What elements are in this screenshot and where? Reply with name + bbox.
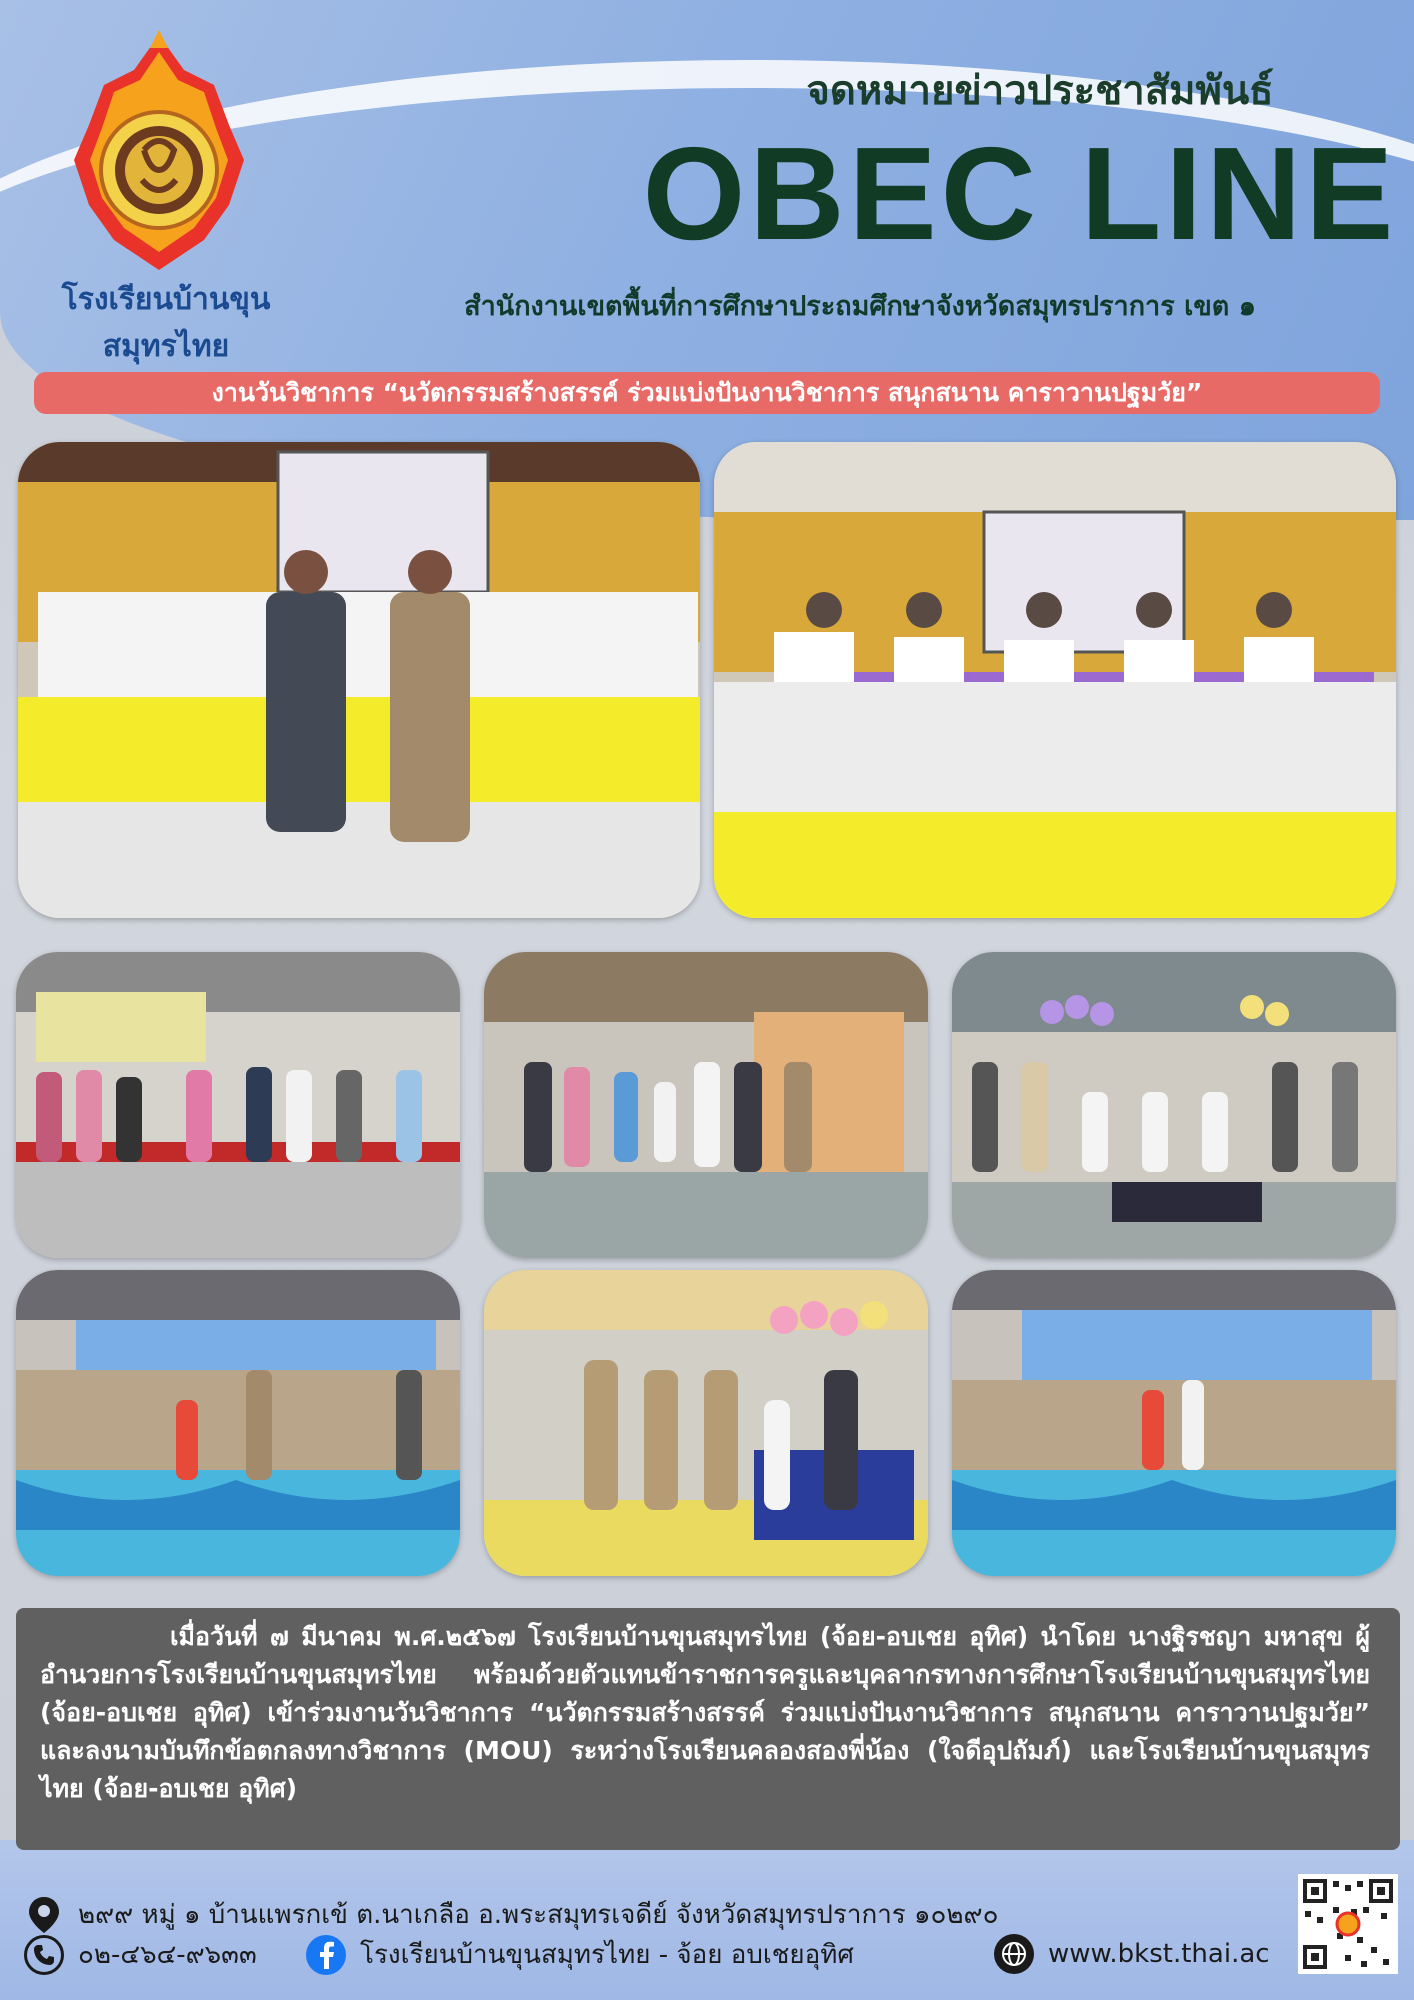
phone-icon [24, 1935, 64, 1975]
exhibition-group-photo-2 [484, 952, 928, 1258]
caption-text: เมื่อวันที่ ๗ มีนาคม พ.ศ.๒๕๖๗ โรงเรียนบ้านขุนสมุทรไทย (จ้อย-อบเชย อุทิศ) นำโดย นางฐิรชญา มหาสุข ผู้อำนวยการโรงเรียนบ้านขุนสมุทรไทย พร้อมด้วยตัวแทนข้าราชการครูและบุคลากรทางการศึกษาโรงเรียนบ้านขุนสมุทรไทย (จ้อย-อบเชย อุทิศ) เข้าร่วมงานวันวิชาการ “นวัตกรรมสร้างสรรค์ ร่วมแบ่งปันงานวิชาการ สนุกสนาน คาราวานปฐมวัย” และลงนามบันทึกข้อตกลงทางวิชาการ (MOU) ระหว่างโรงเรียนคลองสองพี่น้อง (ใจดีอุปถัมภ์) และโรงเรียนบ้านขุนสมุทรไทย (จ้อย-อบเชย อุทิศ) [40, 1622, 1370, 1803]
office-name: สำนักงานเขตพื้นที่การศึกษาประถมศึกษาจังหวัดสมุทรปราการ เขต ๑ [464, 291, 1256, 322]
mou-gift-handover-photo [18, 442, 700, 918]
event-title-banner: งานวันวิชาการ “นวัตกรรมสร้างสรรค์ ร่วมแบ่งปันงานวิชาการ สนุกสนาน คาราวานปฐมวัย” [34, 372, 1380, 414]
address-text: ๒๙๙ หมู่ ๑ บ้านแพรกเข้ ต.นาเกลือ อ.พระสมุทรเจดีย์ จังหวัดสมุทรปราการ ๑๐๒๙๐ [78, 1900, 999, 1930]
website-link[interactable]: www.bkst.thai.ac [1048, 1939, 1270, 1969]
caption-box [16, 1608, 1400, 1850]
exhibition-group-photo-1 [16, 952, 460, 1258]
globe-icon [994, 1934, 1034, 1974]
footer-phone [24, 1934, 257, 1975]
newsletter-label: จดหมายข่าวประชาสัมพันธ์ [806, 68, 1274, 114]
qr-code[interactable] [1298, 1874, 1398, 1974]
facebook-icon [306, 1935, 346, 1975]
location-pin-icon [24, 1895, 64, 1935]
stage-award-photo-2 [952, 1270, 1396, 1576]
school-logo [14, 30, 304, 364]
mou-signing-table-photo [714, 442, 1396, 918]
phone-text[interactable]: ๐๒-๔๖๔-๙๖๓๓ [78, 1940, 257, 1970]
brand-title: OBEC LINE [642, 120, 1398, 267]
stage-award-photo-1 [16, 1270, 460, 1576]
footer-website [994, 1934, 1270, 1974]
science-booth-group-photo [952, 952, 1396, 1258]
footer-facebook [306, 1934, 854, 1975]
footer-address [24, 1894, 998, 1935]
obec-emblem-icon [64, 30, 254, 280]
school-logo-text: โรงเรียนบ้านขุนสมุทรไทย [61, 282, 271, 364]
facebook-text[interactable]: โรงเรียนบ้านขุนสมุทรไทย - จ้อย อบเชยอุทิศ [360, 1940, 854, 1970]
scout-teachers-board-photo [484, 1270, 928, 1576]
